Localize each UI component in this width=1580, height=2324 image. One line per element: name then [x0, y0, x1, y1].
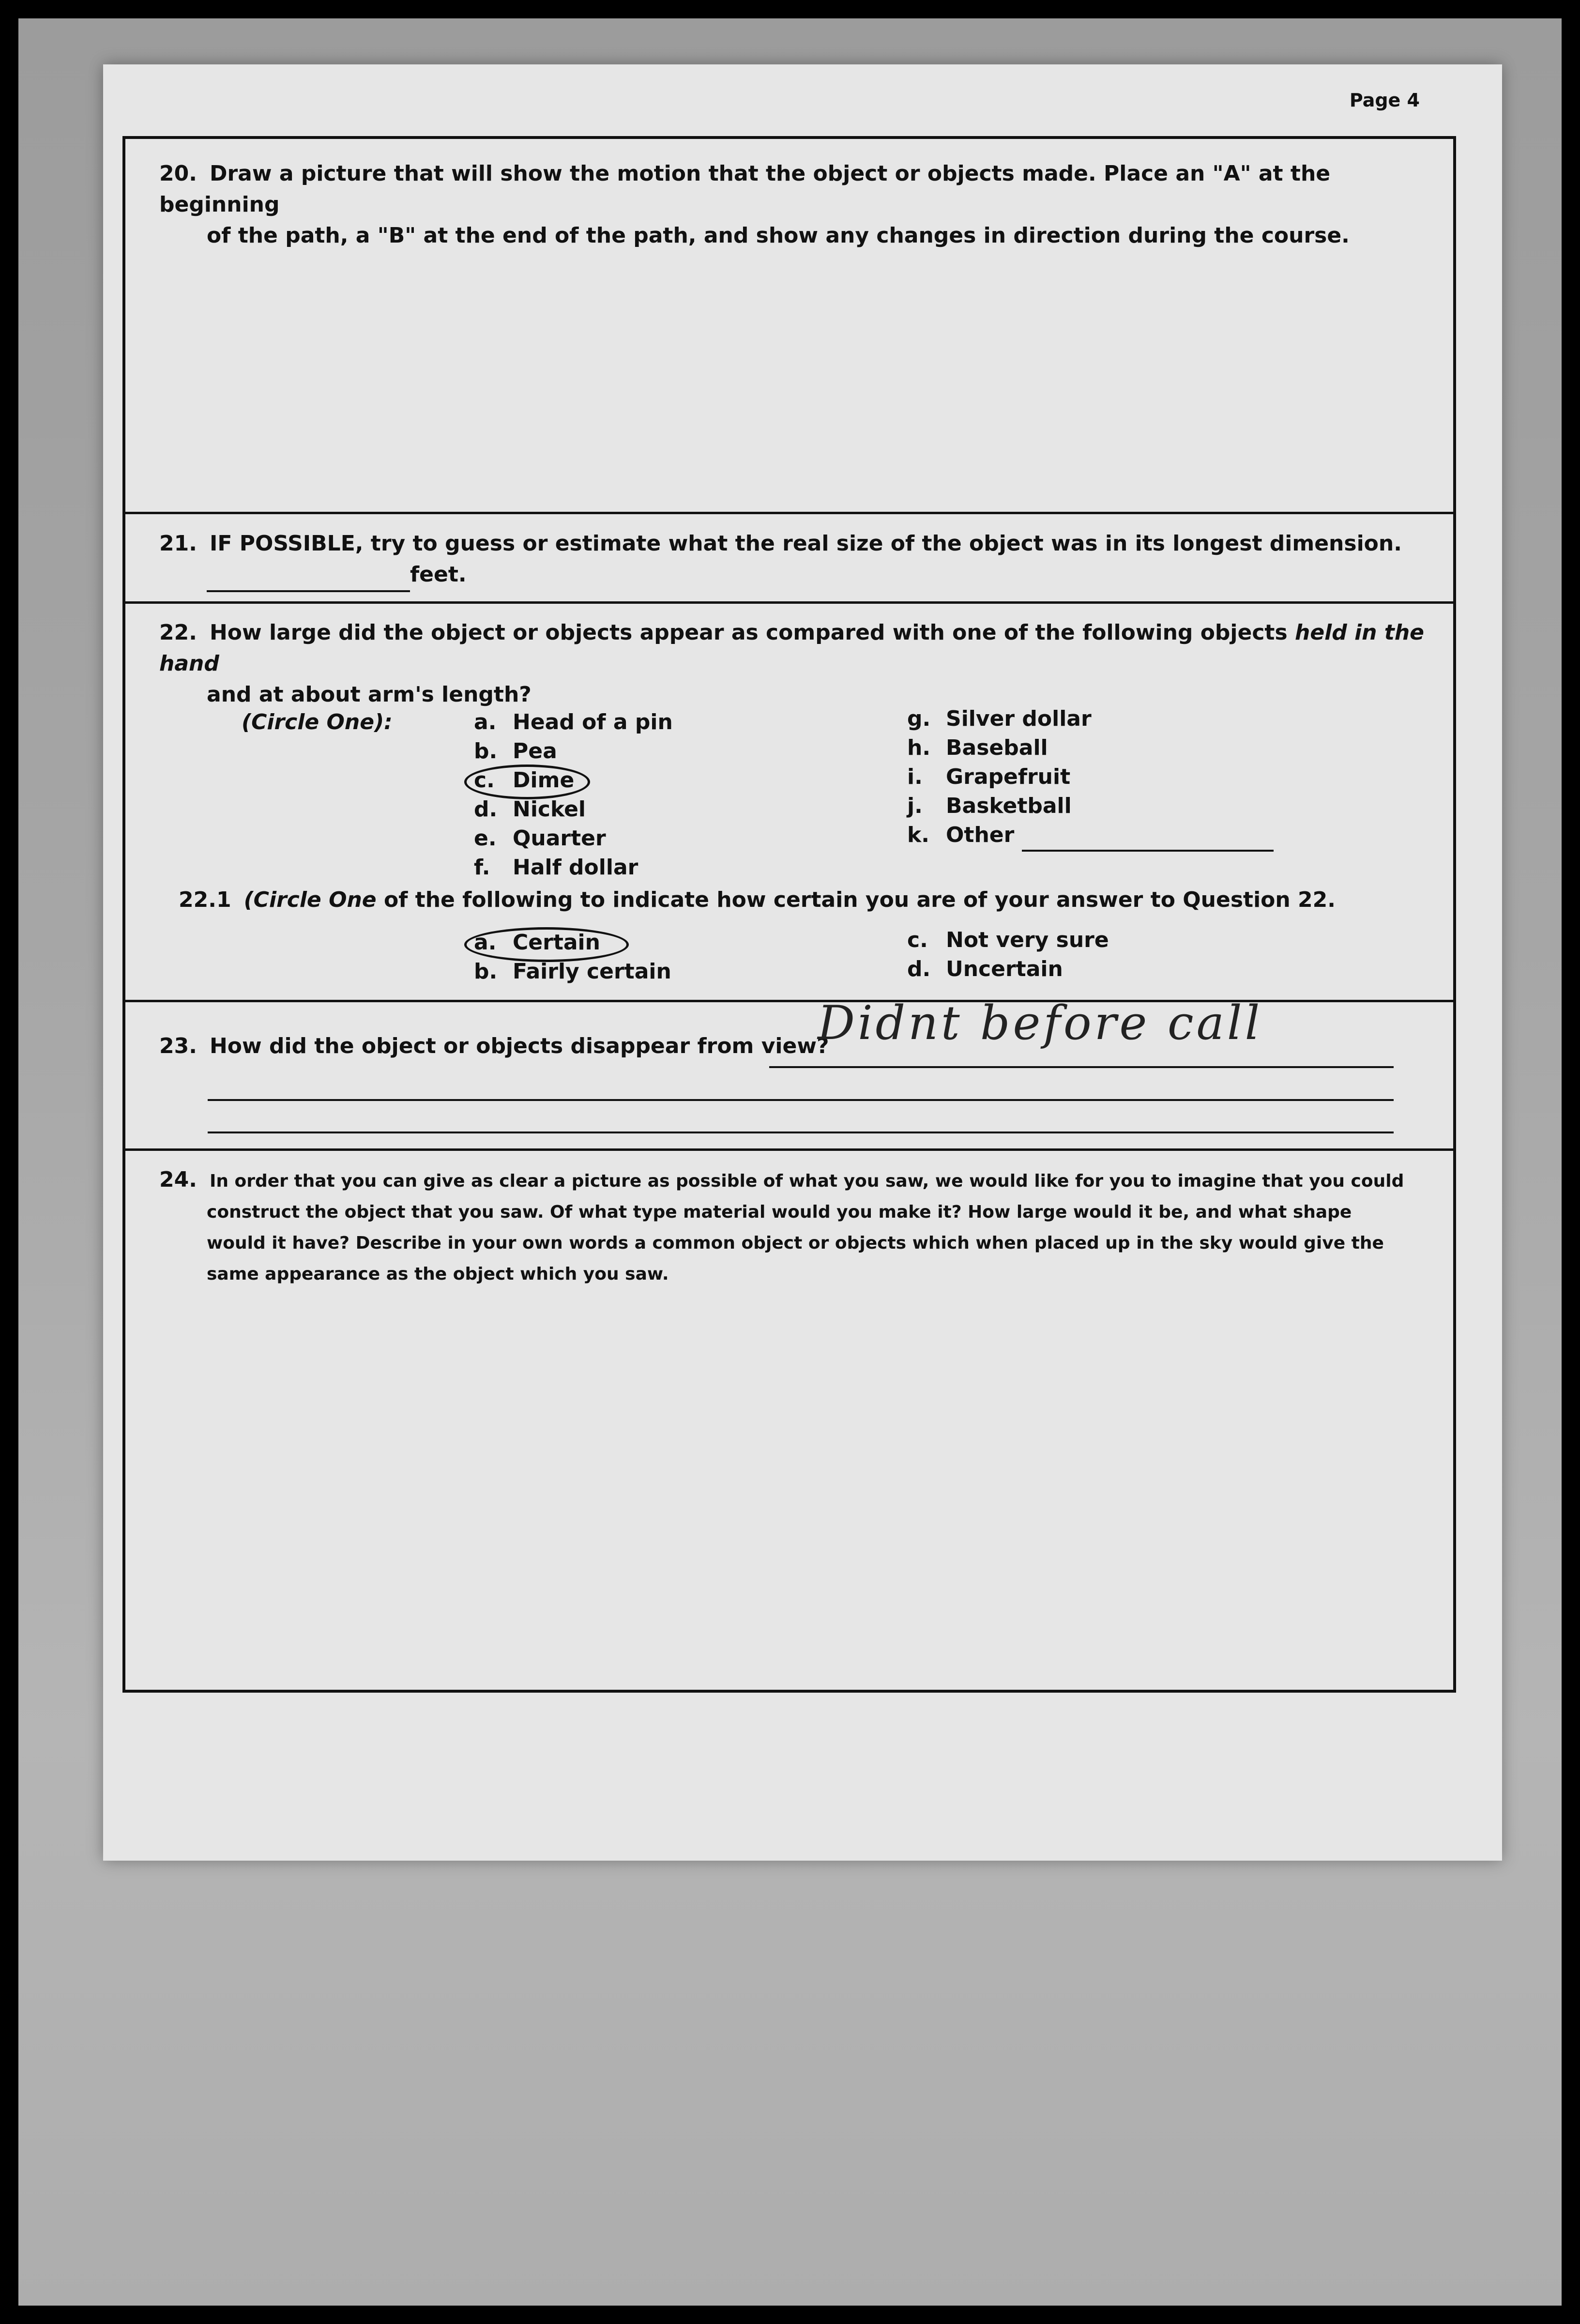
question-text-cont: and at about arm's length?	[207, 682, 532, 707]
certainty-option-c[interactable]: c. Not very sure	[907, 928, 1109, 952]
unit-label: feet.	[410, 562, 467, 587]
option-k[interactable]: k. Other	[907, 821, 1274, 852]
option-c[interactable]: c. Dime	[474, 768, 575, 793]
handwritten-answer: Didnt before call	[818, 996, 1263, 1050]
question-text-italic: held in the hand	[159, 620, 1424, 676]
certainty-option-b[interactable]: b. Fairly certain	[474, 959, 671, 984]
certainty-option-a[interactable]: a. Certain	[474, 930, 600, 955]
question-22-1	[179, 885, 1336, 916]
question-text: IF POSSIBLE, try to guess or estimate what the real size of the object was in its longest dimension.	[209, 531, 1402, 556]
question-20	[159, 158, 1453, 251]
question-number: 22.	[159, 620, 197, 645]
question-text-cont: would it have? Describe in your own words a common object or objects which when placed up in the sky would give the	[207, 1233, 1384, 1253]
option-h[interactable]: h. Baseball	[907, 735, 1048, 760]
answer-line[interactable]	[208, 1131, 1394, 1133]
option-j[interactable]: j. Basketball	[907, 794, 1072, 818]
question-text-cont: construct the object that you saw. Of what type material would you make it? How large would it be, and what shape	[207, 1202, 1352, 1222]
question-text-cont: of the path, a "B" at the end of the path, and show any changes in direction during the course.	[207, 223, 1350, 248]
question-text: How large did the object or objects appear as compared with one of the following objects	[209, 620, 1288, 645]
circle-one-instruction: (Circle One):	[242, 710, 393, 734]
section-divider	[125, 1148, 1453, 1151]
question-text: Draw a picture that will show the motion that the object or objects made. Place an "A" at the beginning	[159, 161, 1331, 217]
page-number: Page 4	[1349, 90, 1420, 111]
option-d[interactable]: d. Nickel	[474, 797, 586, 822]
question-23	[159, 1031, 829, 1062]
section-divider	[125, 512, 1453, 514]
question-number: 23.	[159, 1034, 197, 1058]
answer-line[interactable]	[769, 1066, 1394, 1068]
option-g[interactable]: g. Silver dollar	[907, 706, 1092, 731]
certainty-option-d[interactable]: d. Uncertain	[907, 957, 1063, 981]
question-number: 24.	[159, 1167, 197, 1192]
question-number: 22.1	[179, 887, 231, 912]
answer-line[interactable]	[208, 1099, 1394, 1101]
question-text-italic: (Circle One	[243, 887, 377, 912]
question-24	[159, 1164, 1404, 1290]
selection-circle	[464, 764, 590, 799]
question-number: 21.	[159, 531, 197, 556]
scan-background	[18, 18, 1562, 2306]
section-divider	[125, 601, 1453, 604]
question-22	[159, 617, 1453, 710]
option-i[interactable]: i. Grapefruit	[907, 764, 1071, 789]
question-text: In order that you can give as clear a picture as possible of what you saw, we would like for you to imagine that you could	[209, 1171, 1404, 1191]
form-frame	[122, 136, 1456, 1693]
question-number: 20.	[159, 161, 197, 186]
question-text-cont: same appearance as the object which you saw.	[207, 1264, 669, 1284]
option-b[interactable]: b. Pea	[474, 739, 557, 764]
question-21	[159, 528, 1402, 592]
option-f[interactable]: f. Half dollar	[474, 855, 638, 880]
question-text: of the following to indicate how certain you are of your answer to Question 22.	[383, 887, 1336, 912]
form-page	[103, 64, 1502, 1861]
option-e[interactable]: e. Quarter	[474, 826, 606, 851]
option-a[interactable]: a. Head of a pin	[474, 710, 673, 734]
question-text: How did the object or objects disappear from view?	[209, 1034, 829, 1058]
size-answer-field[interactable]	[207, 559, 410, 592]
other-answer-field[interactable]	[1022, 821, 1274, 852]
